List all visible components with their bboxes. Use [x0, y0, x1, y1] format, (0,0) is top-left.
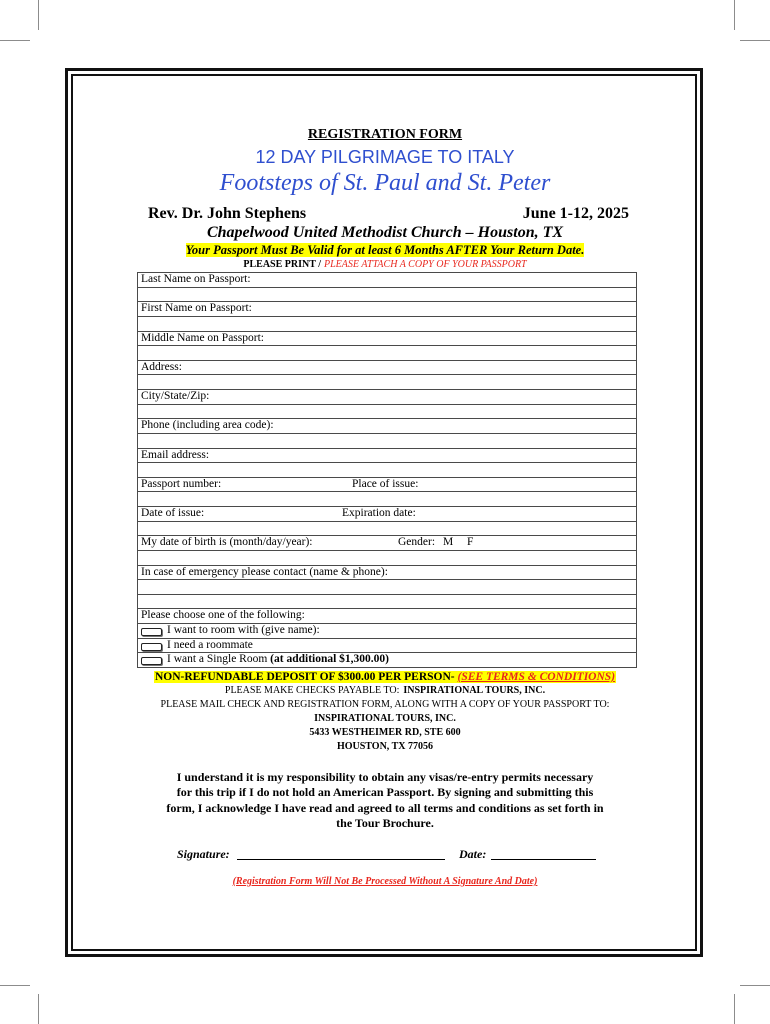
- deposit-line: [0, 670, 770, 684]
- issue-dates-row: [138, 507, 636, 522]
- place-of-issue-label: Place of issue:: [352, 477, 419, 490]
- print-instruction: [0, 259, 770, 271]
- print-instruction-text: PLEASE PRINT /: [243, 259, 321, 270]
- passport-notice-text: Your Passport Must Be Valid for at least 6 Months AFTER Your Return Date.: [185, 243, 585, 257]
- passport-notice: [0, 243, 770, 257]
- terms-reference: (SEE TERMS & CONDITIONS): [457, 671, 616, 683]
- first-name-row: [138, 302, 636, 317]
- first-name-label: First Name on Passport:: [141, 302, 252, 315]
- payable-line: [0, 684, 770, 698]
- mail-address-name: INSPIRATIONAL TOURS, INC.: [314, 713, 456, 724]
- phone-entry[interactable]: [138, 434, 636, 449]
- single-room-text: I want a Single Room: [167, 653, 268, 666]
- emergency-contact-entry-2[interactable]: [138, 595, 636, 610]
- crop-mark-top-left-v: [38, 0, 39, 30]
- acknowledgement-line: I understand it is my responsibility to obtain any visas/re-entry permits necessary: [176, 770, 594, 784]
- city-state-zip-entry[interactable]: [138, 405, 636, 420]
- room-option-need-roommate[interactable]: [138, 639, 636, 654]
- payable-to: INSPIRATIONAL TOURS, INC.: [403, 685, 546, 696]
- email-label: Email address:: [141, 448, 210, 461]
- registration-table: [137, 272, 637, 668]
- middle-name-entry[interactable]: [138, 346, 636, 361]
- gender-option-f[interactable]: F: [467, 536, 474, 549]
- last-name-row: [138, 273, 636, 288]
- mail-address-city: HOUSTON, TX 77056: [336, 741, 434, 752]
- first-name-entry[interactable]: [138, 317, 636, 332]
- date-of-issue-label: Date of issue:: [141, 507, 205, 519]
- room-option-room-with[interactable]: [138, 624, 636, 639]
- crop-mark-top-left-h: [0, 40, 30, 41]
- room-with-checkbox[interactable]: [141, 628, 162, 636]
- acknowledgement-paragraph: [0, 770, 770, 831]
- passport-number-label: Passport number:: [141, 477, 222, 490]
- room-option-single-room[interactable]: [138, 653, 636, 668]
- passport-row: [138, 478, 636, 493]
- acknowledgement-line: for this trip if I do not hold an American Passport. By signing and submitting this: [176, 785, 594, 800]
- emergency-contact-row: [138, 566, 636, 581]
- deposit-highlight: [154, 671, 616, 683]
- middle-name-label: Middle Name on Passport:: [141, 331, 264, 344]
- address-entry[interactable]: [138, 375, 636, 390]
- trip-subtitle: Footsteps of St. Paul and St. Peter: [219, 170, 551, 196]
- issue-dates-entry[interactable]: [138, 522, 636, 537]
- room-options-row: [138, 609, 636, 624]
- deposit-text: NON-REFUNDABLE DEPOSIT OF $300.00 PER PERSON-: [154, 671, 455, 683]
- address-label: Address:: [141, 360, 182, 373]
- room-options-prompt: Please choose one of the following:: [141, 609, 305, 622]
- single-room-label: [167, 653, 389, 667]
- attach-passport-instruction: PLEASE ATTACH A COPY OF YOUR PASSPORT: [324, 259, 527, 270]
- email-entry[interactable]: [138, 463, 636, 478]
- trip-dates: June 1-12, 2025: [522, 205, 629, 222]
- single-room-checkbox[interactable]: [141, 657, 162, 665]
- crop-mark-bottom-right-v: [734, 994, 735, 1024]
- birth-gender-row: [138, 536, 636, 551]
- city-state-zip-row: [138, 390, 636, 405]
- trip-title: 12 DAY PILGRIMAGE TO ITALY: [255, 147, 515, 167]
- acknowledgement-line: the Tour Brochure.: [336, 815, 434, 830]
- need-roommate-label: I need a roommate: [167, 638, 253, 651]
- city-state-zip-label: City/State/Zip:: [141, 390, 210, 402]
- acknowledgement-line: form, I acknowledge I have read and agreed to all terms and conditions as set forth in: [166, 800, 604, 815]
- date-of-birth-label: My date of birth is (month/day/year):: [141, 536, 313, 549]
- mail-instruction: PLEASE MAIL CHECK AND REGISTRATION FORM, ALONG WITH A COPY OF YOUR PASSPORT TO:: [160, 699, 610, 710]
- address-row: [138, 361, 636, 376]
- phone-label: Phone (including area code):: [141, 419, 274, 432]
- last-name-label: Last Name on Passport:: [141, 273, 251, 285]
- single-room-cost: (at additional $1,300.00): [270, 653, 390, 666]
- crop-mark-top-right-v: [734, 0, 735, 30]
- gender-label: Gender:: [398, 536, 436, 549]
- email-row: [138, 449, 636, 464]
- crop-mark-top-right-h: [740, 40, 770, 41]
- expiration-date-label: Expiration date:: [342, 507, 416, 519]
- passport-entry[interactable]: [138, 492, 636, 507]
- signature-label: Signature:: [177, 847, 230, 861]
- emergency-contact-entry-1[interactable]: [138, 580, 636, 595]
- crop-mark-bottom-left-h: [0, 985, 30, 986]
- trip-leader: Rev. Dr. John Stephens: [148, 205, 307, 222]
- mail-address-street: 5433 WESTHEIMER RD, STE 600: [309, 727, 461, 738]
- date-field[interactable]: [491, 859, 596, 860]
- crop-mark-bottom-left-v: [38, 994, 39, 1024]
- need-roommate-checkbox[interactable]: [141, 643, 162, 651]
- form-title: REGISTRATION FORM: [307, 127, 463, 142]
- payable-label: PLEASE MAKE CHECKS PAYABLE TO:: [224, 685, 400, 696]
- date-label: Date:: [459, 847, 487, 861]
- church-name: Chapelwood United Methodist Church – Houston, TX: [206, 224, 564, 241]
- emergency-contact-label: In case of emergency please contact (name & phone):: [141, 565, 388, 578]
- signature-field[interactable]: [237, 859, 445, 860]
- last-name-entry[interactable]: [138, 288, 636, 303]
- payment-info: [0, 670, 770, 754]
- phone-row: [138, 419, 636, 434]
- processing-notice: (Registration Form Will Not Be Processed Without A Signature And Date): [232, 876, 538, 887]
- room-with-label: I want to room with (give name):: [167, 624, 320, 636]
- middle-name-row: [138, 332, 636, 347]
- gender-option-m[interactable]: M: [443, 536, 454, 549]
- crop-mark-bottom-right-h: [740, 985, 770, 986]
- birth-gender-entry[interactable]: [138, 551, 636, 566]
